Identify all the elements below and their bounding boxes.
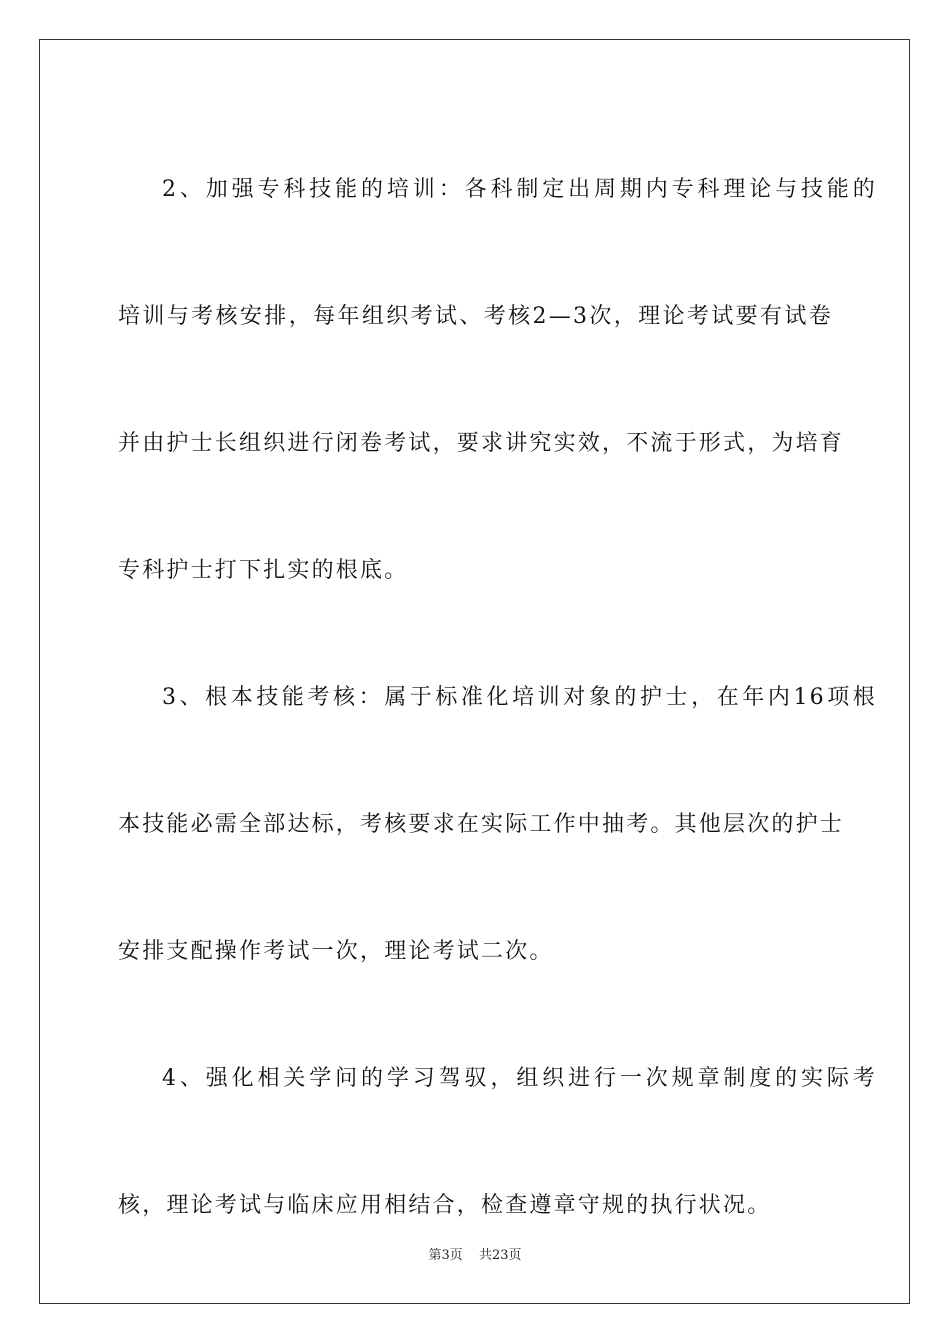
paragraph-1-line-4: 专科护士打下扎实的根底。 bbox=[118, 558, 409, 583]
paragraph-1-line-1: 2、加强专科技能的培训：各科制定出周期内专科理论与技能的 bbox=[162, 177, 877, 202]
page-number: 第3页 bbox=[428, 1248, 463, 1263]
document-body bbox=[118, 126, 877, 1269]
paragraph-1-line-3: 并由护士长组织进行闭卷考试，要求讲究实效，不流于形式，为培育 bbox=[118, 431, 845, 456]
paragraph-2-line-1: 3、根本技能考核：属于标准化培训对象的护士，在年内16项根 bbox=[162, 685, 877, 710]
paragraph-3-line-2: 核，理论考试与临床应用相结合，检查遵章守规的执行状况。 bbox=[118, 1193, 772, 1218]
paragraph-2-line-2: 本技能必需全部达标，考核要求在实际工作中抽考。其他层次的护士 bbox=[118, 812, 845, 837]
page-total: 共23页 bbox=[478, 1248, 522, 1263]
page-footer bbox=[0, 1244, 950, 1263]
paragraph-3-line-1: 4、强化相关学问的学习驾驭，组织进行一次规章制度的实际考 bbox=[162, 1066, 877, 1091]
paragraph-1-line-2: 培训与考核安排，每年组织考试、考核2—3次，理论考试要有试卷 bbox=[118, 304, 833, 329]
paragraph-2-line-3: 安排支配操作考试一次，理论考试二次。 bbox=[118, 939, 554, 964]
